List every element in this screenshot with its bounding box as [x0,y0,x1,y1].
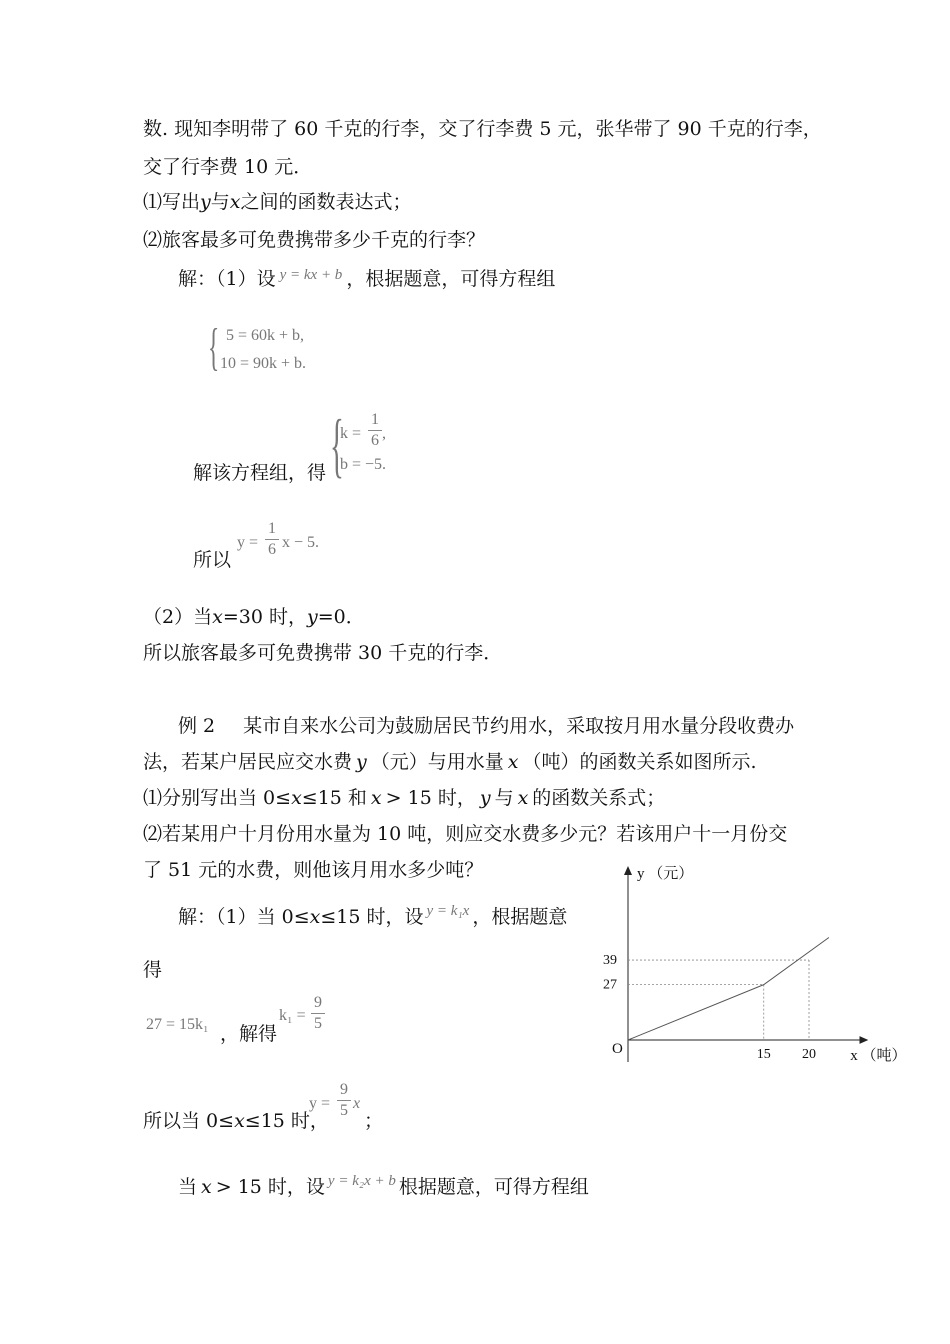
var-x: x [201,1176,212,1198]
text: 的函数关系式； [532,787,666,809]
system-eq-2: 10 = 90k + b. [220,355,307,372]
semicolon: ； [364,1110,384,1132]
text: （吨）的函数关系如图所示. [522,751,757,773]
var-x: x [212,606,223,628]
text: 所以当 0≤ [143,1110,235,1132]
text: 之间的函数表达式； [240,191,412,213]
y-lhs: y = [237,534,259,551]
brace-icon: { [208,319,220,376]
text: 法，若某户居民应交水费 [143,751,353,773]
example-label: 例 2 [178,715,216,737]
text: 根据题意，可得方程组 [398,1176,589,1198]
text: =0． [317,606,365,628]
denominator: 6 [371,432,379,449]
y-tick-label-27: 27 [603,977,617,993]
text: 与 [494,787,514,809]
y9-fraction [337,1081,351,1120]
text: ⑴写出 [143,191,201,213]
ex2-solution-line [178,905,567,931]
origin-label: O [612,1041,623,1057]
question-1 [143,190,412,214]
denominator: 5 [314,1015,322,1032]
ex2-question-2-line-2: 了 51 元的水费，则他该月用水多少吨？ [143,859,484,881]
fraction-bar [311,1013,325,1014]
solve-text: 解该方程组，得 [193,462,327,484]
var-y: y [356,751,367,773]
text: =30 时， [222,606,307,628]
text: > 15 时，设 [215,1176,325,1198]
equation: y = k₁x [426,903,470,919]
var-y: y [479,787,491,809]
solution-line [178,267,555,293]
water-fee-chart [590,855,907,1080]
text: （2）当 [143,606,213,628]
b-eq: b = −5. [340,456,387,473]
var-x: x [229,191,241,213]
so-text: 所以 [193,549,232,571]
x-axis-label: x （吨） [850,1048,907,1064]
equation: y = kx + b [279,267,343,283]
var-x: x [291,787,302,809]
var-y: y [306,606,318,628]
question-2: ⑵旅客最多可免费携带多少千克的行李？ [143,229,486,251]
var-x: x [370,787,382,809]
part-2-line [143,605,365,629]
equation: y = k₂x + b [327,1173,396,1189]
example-2-line-1 [178,714,794,738]
text: ，根据题意，可得方程组 [346,268,556,290]
k-lhs: k = [340,425,362,442]
k-tail: , [382,425,386,442]
numerator: 9 [314,994,322,1011]
text: 与 [210,191,230,213]
text: 某市自来水公司为鼓励居民节约用水，采取按月用水量分段收费办 [243,715,795,737]
conclusion: 所以旅客最多可免费携带 30 千克的行李． [143,642,503,664]
text: ⑴分别写出当 0≤ [143,787,292,809]
paragraph-line: 数. 现知李明带了 60 千克的行李，交了行李费 5 元，张华带了 90 千克的行李， [143,118,822,140]
x-tick-label-15: 15 [756,1047,771,1062]
var-y: y [200,191,211,213]
var-x: x [309,906,321,928]
numerator: 1 [268,520,276,537]
system-eq-1: 5 = 60k + b, [226,327,305,344]
brace-icon: { [330,405,344,485]
k1-fraction [311,994,325,1033]
k-fraction [368,411,382,450]
text: > 15 时， [385,787,476,809]
ex2-question-2-line-1: ⑵若某用户十月份用水量为 10 吨，则应交水费多少元？若该用户十一月份交 [143,823,788,845]
denominator: 6 [268,541,276,558]
text: ，根据题意 [472,906,568,928]
paragraph-line: 交了行李费 10 元． [143,156,313,178]
text: 解：（1）设 [178,268,276,290]
ex2-so-line [143,1109,329,1133]
text: 当 [178,1176,198,1198]
de-text: 得 [143,959,163,981]
y-tick-label-39: 39 [603,953,617,969]
y-fraction [265,520,279,559]
y-tail: x − 5. [282,534,320,551]
jiede-text: ，解得 [220,1023,278,1045]
fraction-bar [368,430,382,431]
var-x: x [234,1110,245,1132]
y9-lhs: y = [309,1095,331,1112]
text: （元）与用水量 [370,751,504,773]
y-axis-label: y （元） [637,866,694,882]
fraction-bar [265,539,279,540]
y9-tail: x [353,1095,361,1112]
example-2-line-2 [143,750,757,774]
k1-lhs: k₁ = [279,1007,306,1024]
ex2-question-1 [143,786,665,810]
x-tick-label-20: 20 [802,1047,816,1062]
series-line-0 [628,938,829,1041]
text: ≤15 时，设 [320,906,424,928]
fraction-bar [337,1100,351,1101]
numerator: 1 [371,411,379,428]
eq-27: 27 = 15k₁ [146,1016,209,1033]
text: 解：（1）当 0≤ [178,906,310,928]
text: ≤15 时， [244,1110,329,1132]
numerator: 9 [340,1081,348,1098]
denominator: 5 [340,1102,348,1119]
var-x: x [507,751,519,773]
ex2-when-line [178,1175,589,1201]
var-x: x [517,787,529,809]
text: ≤15 和 [301,787,367,809]
